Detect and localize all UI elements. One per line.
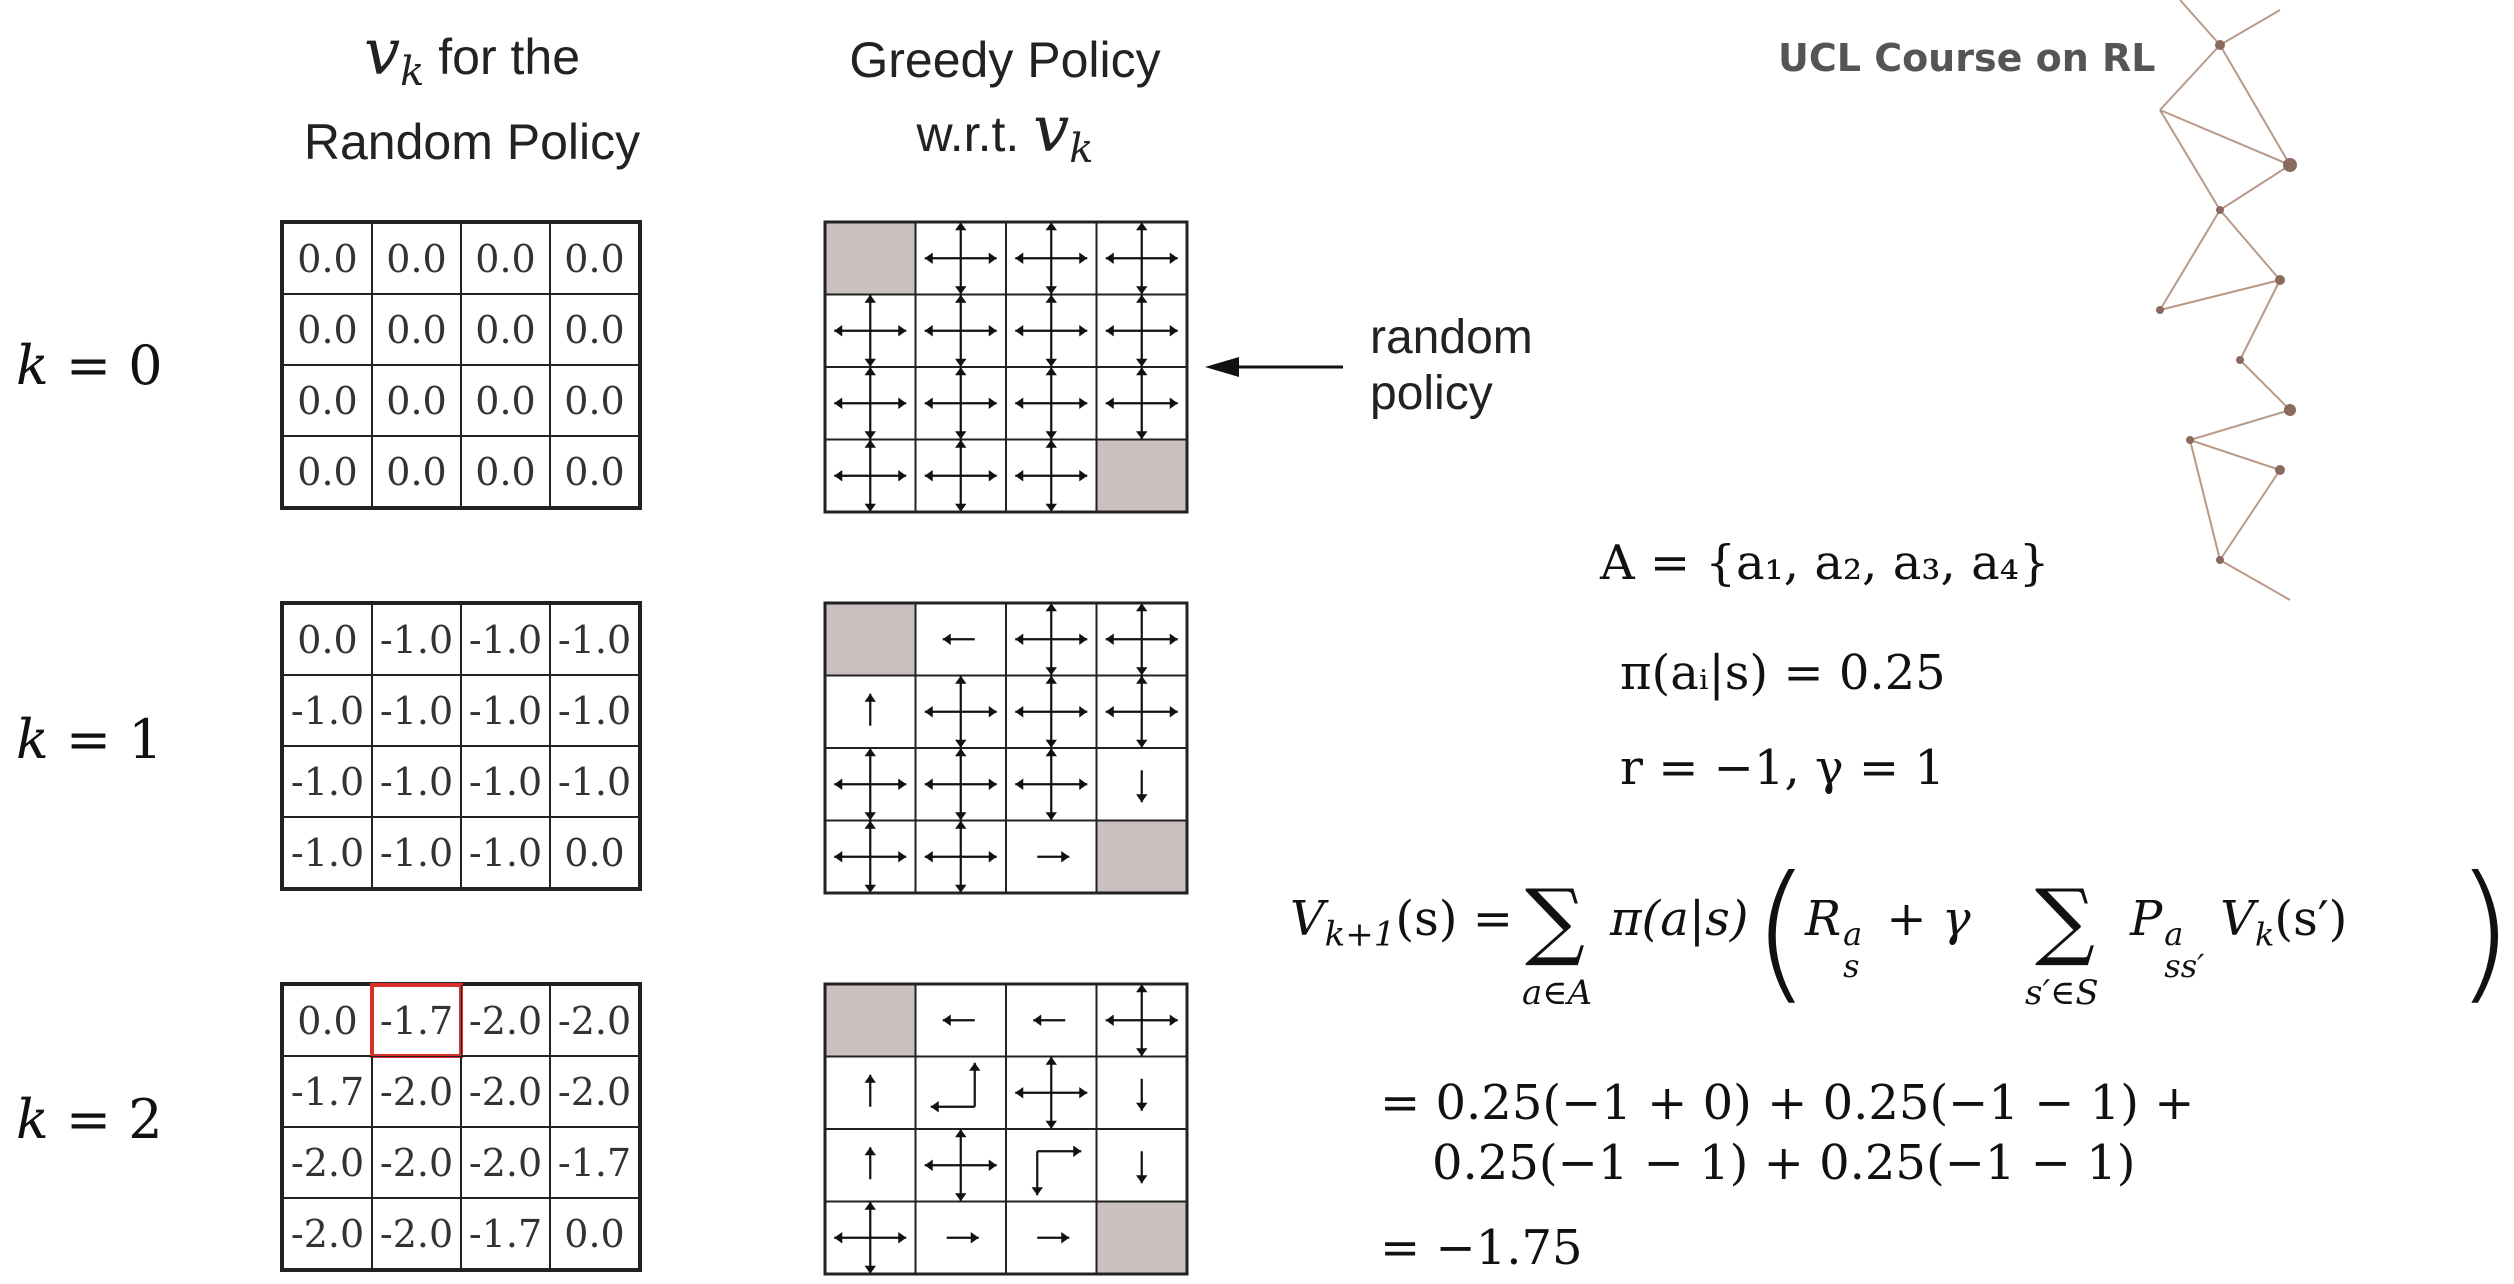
policy-arrow-icon xyxy=(916,676,1007,749)
policy-arrow-icon xyxy=(825,1057,916,1130)
policy-arrow-icon xyxy=(1006,367,1097,440)
P-superscript: a xyxy=(2164,915,2184,953)
value-cell: -2.0 xyxy=(372,1127,461,1198)
policy-arrow-icon xyxy=(916,1202,1007,1275)
result: = −1.75 xyxy=(1380,1220,1583,1276)
policy-arrow-icon xyxy=(916,222,1007,295)
value-cell: -1.0 xyxy=(550,604,639,675)
values-header-line2: Random Policy xyxy=(303,114,641,170)
k-value: = 0 xyxy=(48,334,163,397)
value-cell: 0.0 xyxy=(283,365,372,436)
policy-arrow-icon xyxy=(825,821,916,894)
value-cell: -1.0 xyxy=(461,675,550,746)
value-cell: -2.0 xyxy=(372,1056,461,1127)
R-superscript: a xyxy=(1843,915,1863,953)
policy-arrow-icon xyxy=(1006,1202,1097,1275)
policy-arrow-icon xyxy=(1006,603,1097,676)
sum-icon: ∑ xyxy=(2035,871,2095,969)
policy-arrow-icon xyxy=(916,1129,1007,1202)
network-decoration xyxy=(2160,0,2300,620)
bellman-v-sub: k+1 xyxy=(1324,914,1396,955)
policy-arrow-icon xyxy=(1097,295,1188,368)
value-cell: 0.0 xyxy=(283,436,372,507)
bellman-v: V xyxy=(1290,891,1325,947)
policy-arrow-icon xyxy=(916,295,1007,368)
policy-arrow-icon xyxy=(1097,984,1188,1057)
terminal-cell xyxy=(1097,1202,1188,1275)
value-cell: -1.0 xyxy=(372,746,461,817)
policy-grid-k1 xyxy=(822,601,1190,895)
value-cell: -1.0 xyxy=(461,604,550,675)
value-cell: -2.0 xyxy=(550,1056,639,1127)
calculation-line2: 0.25(−1 − 1) + 0.25(−1 − 1) xyxy=(1432,1135,2136,1191)
value-cell: 0.0 xyxy=(461,436,550,507)
value-cell: -1.0 xyxy=(283,817,372,888)
sum-icon: ∑ xyxy=(1525,871,1585,969)
policy-header-line2 xyxy=(800,95,1210,184)
value-cell: -1.0 xyxy=(372,675,461,746)
value-cell: -1.0 xyxy=(283,675,372,746)
k-symbol: k xyxy=(16,334,49,397)
P-subscript: ss′ xyxy=(2164,947,2205,985)
k-symbol: k xyxy=(16,1088,49,1151)
R-term xyxy=(1805,891,1971,985)
policy-arrow-icon xyxy=(825,1129,916,1202)
value-cell: -1.7 xyxy=(283,1056,372,1127)
value-cell: -2.0 xyxy=(461,1127,550,1198)
value-cell: 0.0 xyxy=(372,365,461,436)
values-header-line1 xyxy=(262,18,682,107)
value-cell: 0.0 xyxy=(461,294,550,365)
terminal-cell xyxy=(825,222,916,295)
policy-arrow-icon xyxy=(916,603,1007,676)
v-symbol: v xyxy=(363,16,401,90)
policy-arrow-icon xyxy=(1006,748,1097,821)
P-symbol: P xyxy=(2130,891,2163,947)
k-value: = 1 xyxy=(48,708,163,771)
R-symbol: R xyxy=(1805,891,1842,947)
value-cell: -1.0 xyxy=(461,746,550,817)
k-symbol: k xyxy=(16,708,49,771)
value-cell: -2.0 xyxy=(283,1198,372,1269)
policy-arrow-icon xyxy=(1006,222,1097,295)
R-subscript: s xyxy=(1843,947,1860,985)
policy-arrow-icon xyxy=(1097,676,1188,749)
value-cell: 0.0 xyxy=(461,365,550,436)
policy-arrow-icon xyxy=(916,367,1007,440)
value-grid-k1 xyxy=(280,601,642,891)
value-cell: -1.7 xyxy=(550,1127,639,1198)
value-cell: -1.0 xyxy=(372,604,461,675)
value-cell: -2.0 xyxy=(461,1056,550,1127)
pi-term: π(a|s) xyxy=(1610,891,1749,947)
policy-arrow-icon xyxy=(1006,1057,1097,1130)
value-cell: 0.0 xyxy=(283,985,372,1056)
P-term xyxy=(2130,891,2348,985)
value-cell: 0.0 xyxy=(283,223,372,294)
sum1-index: a∈A xyxy=(1522,973,1592,1013)
policy-arrow-icon xyxy=(825,1202,916,1275)
policy-arrow-icon xyxy=(825,367,916,440)
annotation-arrow xyxy=(1205,352,1345,382)
value-cell: 0.0 xyxy=(550,436,639,507)
policy-arrow-icon xyxy=(916,748,1007,821)
value-cell: 0.0 xyxy=(372,436,461,507)
terminal-cell xyxy=(1097,821,1188,894)
bellman-lhs-rest: (s) = xyxy=(1395,891,1513,947)
value-cell: -1.0 xyxy=(372,817,461,888)
policy-arrow-icon xyxy=(825,748,916,821)
value-cell: 0.0 xyxy=(461,223,550,294)
k-subscript: k xyxy=(400,49,425,95)
policy-arrow-icon xyxy=(1097,1129,1188,1202)
value-cell: -1.7 xyxy=(461,1198,550,1269)
value-cell: 0.0 xyxy=(283,604,372,675)
value-cell: 0.0 xyxy=(550,294,639,365)
plus-gamma: + γ xyxy=(1871,891,1971,947)
policy-arrow-icon xyxy=(1006,295,1097,368)
value-grid-k2 xyxy=(280,982,642,1272)
value-cell-highlighted: -1.7 xyxy=(372,985,461,1056)
value-cell: -2.0 xyxy=(283,1127,372,1198)
value-cell: 0.0 xyxy=(283,294,372,365)
policy-arrow-icon xyxy=(1097,1057,1188,1130)
action-set: A = {a₁, a₂, a₃, a₄} xyxy=(1600,535,2050,591)
value-cell: 0.0 xyxy=(550,1198,639,1269)
policy-arrow-icon xyxy=(1006,1129,1097,1202)
Vk-arg: (s′) xyxy=(2274,891,2348,947)
policy-arrow-icon xyxy=(1097,367,1188,440)
value-grid-k0 xyxy=(280,220,642,510)
value-cell: 0.0 xyxy=(372,294,461,365)
policy-grid-k2 xyxy=(822,982,1190,1276)
value-cell: 0.0 xyxy=(372,223,461,294)
policy-header-line1: Greedy Policy xyxy=(849,32,1161,88)
right-paren: ) xyxy=(2455,845,2514,1019)
annotation-line2: policy xyxy=(1370,367,1493,420)
annotation-line1: random xyxy=(1370,311,1533,364)
policy-arrow-icon xyxy=(1097,748,1188,821)
value-cell: 0.0 xyxy=(550,817,639,888)
policy-arrow-icon xyxy=(1097,603,1188,676)
value-cell: -2.0 xyxy=(372,1198,461,1269)
policy-arrow-icon xyxy=(825,676,916,749)
policy-grid-k0 xyxy=(822,220,1190,514)
course-title: UCL Course on RL xyxy=(1778,36,2156,80)
value-cell: -2.0 xyxy=(550,985,639,1056)
policy-arrow-icon xyxy=(1006,821,1097,894)
k-label-1 xyxy=(16,708,163,771)
policy-column-header xyxy=(800,25,1210,184)
value-cell: -1.0 xyxy=(283,746,372,817)
policy-header-text: w.r.t. xyxy=(916,106,1034,162)
policy-arrow-icon xyxy=(916,984,1007,1057)
values-header-text: for the xyxy=(424,29,581,85)
k-label-0 xyxy=(16,334,163,397)
left-paren: ( xyxy=(1752,845,1811,1019)
Vk-symbol: V xyxy=(2220,891,2255,947)
terminal-cell xyxy=(825,984,916,1057)
value-cell: -2.0 xyxy=(461,985,550,1056)
value-cell: -1.0 xyxy=(461,817,550,888)
value-cell: -1.0 xyxy=(550,675,639,746)
policy-arrow-icon xyxy=(1006,984,1097,1057)
bellman-lhs xyxy=(1290,891,1513,955)
sum2-index: s′∈S xyxy=(2025,973,2099,1013)
policy-arrow-icon xyxy=(916,440,1007,513)
value-cell: 0.0 xyxy=(550,223,639,294)
policy-arrow-icon xyxy=(1006,676,1097,749)
policy-arrow-icon xyxy=(825,295,916,368)
policy-probability: π(aᵢ|s) = 0.25 xyxy=(1620,645,1946,701)
policy-arrow-icon xyxy=(825,440,916,513)
terminal-cell xyxy=(825,603,916,676)
k-label-2 xyxy=(16,1088,163,1151)
value-cell: -1.0 xyxy=(550,746,639,817)
k-subscript: k xyxy=(1069,126,1094,172)
value-cell: 0.0 xyxy=(550,365,639,436)
v-symbol: v xyxy=(1033,93,1070,167)
values-column-header xyxy=(262,18,682,177)
reward-discount: r = −1, γ = 1 xyxy=(1620,740,1945,796)
policy-arrow-icon xyxy=(1006,440,1097,513)
policy-arrow-icon xyxy=(916,1057,1007,1130)
terminal-cell xyxy=(1097,440,1188,513)
Vk-subscript: k xyxy=(2254,915,2275,954)
policy-arrow-icon xyxy=(1097,222,1188,295)
random-policy-label xyxy=(1370,310,1533,422)
k-value: = 2 xyxy=(48,1088,163,1151)
calculation-line1: = 0.25(−1 + 0) + 0.25(−1 − 1) + xyxy=(1380,1075,2195,1131)
policy-arrow-icon xyxy=(916,821,1007,894)
